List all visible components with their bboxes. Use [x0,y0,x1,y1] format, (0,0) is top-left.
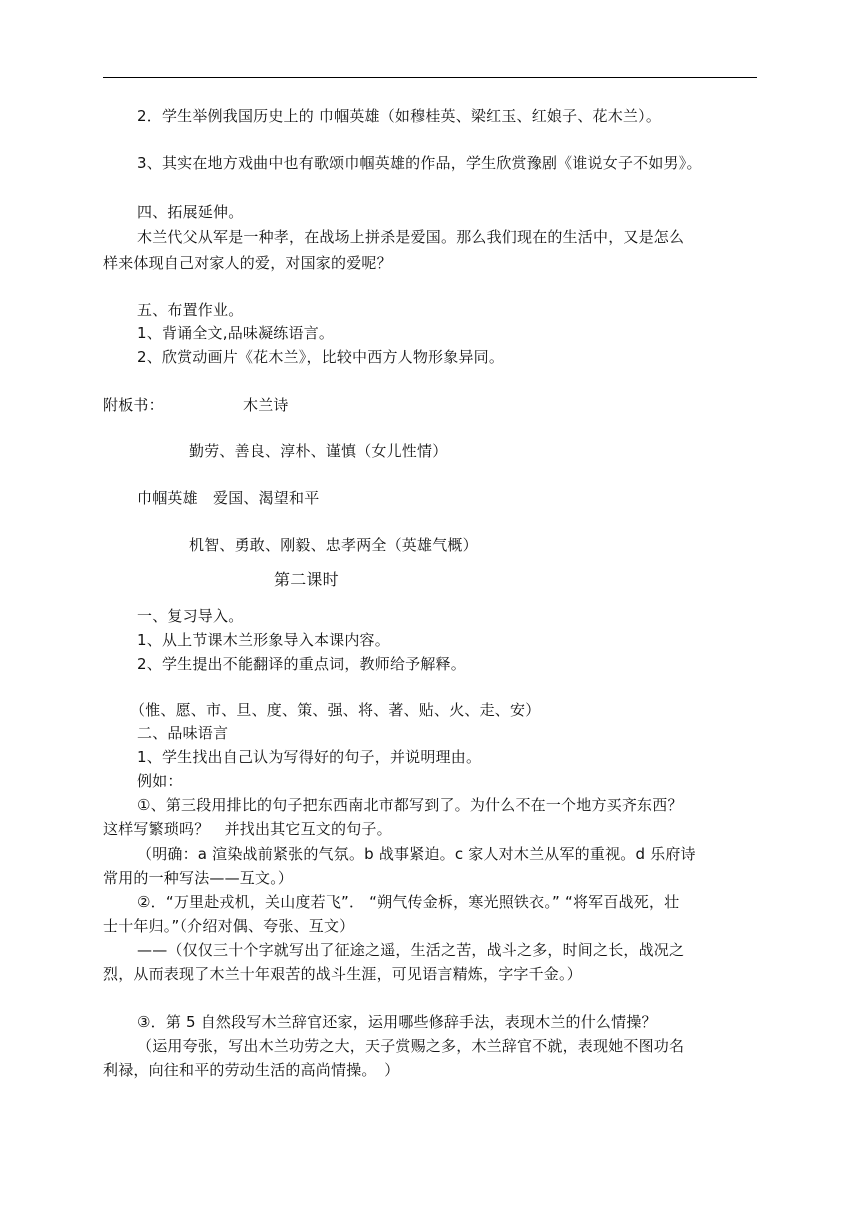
board-line: 巾帼英雄 爱国、渴望和平 [137,489,320,507]
text-line: 士十年归。”（介绍对偶、夸张、互文） [103,917,355,935]
lesson-subtitle: 第二课时 [274,570,339,589]
board-label: 附板书： [103,396,164,414]
text-line: 样来体现自己对家人的爱，对国家的爱呢？ [103,254,392,272]
text-line: ②．“万里赴戎机，关山度若飞”． “朔气传金柝，寒光照铁衣。” “将军百战死，壮 [137,893,680,911]
text-line: （运用夸张，写出木兰功劳之大，天子赏赐之多，木兰辞官不就，表现她不图功名 [137,1037,685,1055]
text-line: 2、欣赏动画片《花木兰》，比较中西方人物形象异同。 [137,348,505,366]
text-line: ③．第 5 自然段写木兰辞官还家，运用哪些修辞手法，表现木兰的什么情操？ [137,1013,657,1031]
text-line: （明确：a 渲染战前紧张的气氛。b 战事紧迫。c 家人对木兰从军的重视。d 乐府诗 [137,845,696,863]
text-line: 常用的一种写法——互文。） [103,869,294,887]
text-line: 这样写繁琐吗？ 并找出其它互文的句子。 [103,820,392,838]
text-line: 1、学生找出自己认为写得好的句子，并说明理由。 [137,748,482,766]
text-line: 利禄，向往和平的劳动生活的高尚情操。 ） [103,1061,400,1079]
text-line: 木兰代父从军是一种孝，在战场上拼杀是爱国。那么我们现在的生活中，又是怎么 [137,228,685,246]
text-line: 1、从上节课木兰形象导入本课内容。 [137,631,390,649]
section-heading: 一、复习导入。 [137,607,244,625]
header-rule [103,77,757,78]
section-heading: 二、品味语言 [137,724,229,742]
text-line: 2、学生提出不能翻译的重点词，教师给予解释。 [137,655,466,673]
board-line: 机智、勇敢、刚毅、忠孝两全（英雄气概） [189,536,478,554]
board-line: 勤劳、善良、淳朴、谨慎（女儿性情） [189,442,448,460]
text-line: 1、背诵全文,品味凝练语言。 [137,324,335,342]
section-heading: 四、拓展延伸。 [137,203,244,221]
text-line: （惟、愿、市、旦、度、策、强、将、著、贴、火、走、安） [130,701,541,719]
section-heading: 五、布置作业。 [137,301,244,319]
text-line: ①、第三段用排比的句子把东西南北市都写到了。为什么不在一个地方买齐东西？ [137,796,683,814]
text-line: ——（仅仅三十个字就写出了征途之遥，生活之苦，战斗之多，时间之长，战况之 [137,941,685,959]
text-line: 烈，从而表现了木兰十年艰苦的战斗生涯，可见语言精炼，字字千金。） [103,965,582,983]
text-line: 例如： [137,772,183,790]
text-line: 2．学生举例我国历史上的 巾帼英雄（如穆桂英、梁红玉、红娘子、花木兰）。 [137,107,662,125]
text-line: 3、其实在地方戏曲中也有歌颂巾帼英雄的作品，学生欣赏豫剧《谁说女子不如男》。 [137,154,702,172]
board-title: 木兰诗 [243,396,289,414]
